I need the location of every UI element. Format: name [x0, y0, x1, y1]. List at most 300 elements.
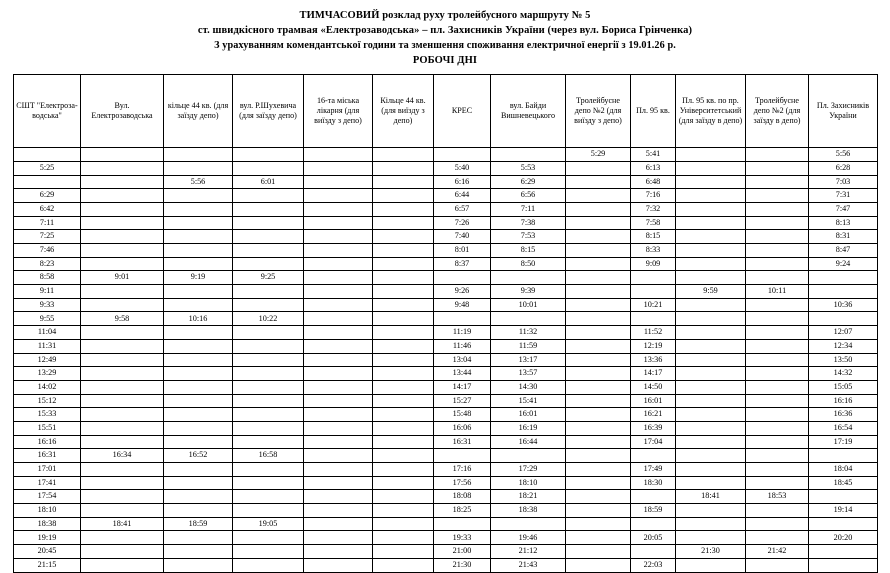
empty-cell	[81, 435, 164, 449]
time-cell: 9:48	[434, 298, 491, 312]
empty-cell	[304, 394, 373, 408]
empty-cell	[304, 476, 373, 490]
time-cell: 15:51	[14, 421, 81, 435]
empty-cell	[81, 161, 164, 175]
empty-cell	[566, 326, 631, 340]
empty-cell	[164, 490, 233, 504]
empty-cell	[304, 230, 373, 244]
empty-cell	[81, 216, 164, 230]
empty-cell	[566, 380, 631, 394]
time-cell: 16:31	[434, 435, 491, 449]
table-row	[14, 148, 878, 162]
empty-cell	[81, 531, 164, 545]
title-line-3: З урахуванням комендантської години та зменшення споживання електричної енергії з 19.01.26 р.	[214, 39, 676, 51]
empty-cell	[676, 353, 746, 367]
table-row	[14, 449, 878, 463]
empty-cell	[233, 298, 304, 312]
table-row	[14, 421, 878, 435]
time-cell: 15:48	[434, 408, 491, 422]
empty-cell	[676, 161, 746, 175]
column-header-10: Пл. 95 кв. по пр. Університетський (для заїзду в депо)	[676, 75, 746, 148]
table-row	[14, 298, 878, 312]
empty-cell	[304, 189, 373, 203]
empty-cell	[566, 531, 631, 545]
empty-cell	[233, 421, 304, 435]
empty-cell	[304, 435, 373, 449]
empty-cell	[233, 257, 304, 271]
empty-cell	[304, 558, 373, 572]
empty-cell	[566, 230, 631, 244]
empty-cell	[809, 285, 878, 299]
schedule-table	[13, 74, 878, 572]
time-cell: 13:44	[434, 367, 491, 381]
empty-cell	[809, 490, 878, 504]
empty-cell	[676, 421, 746, 435]
empty-cell	[81, 476, 164, 490]
empty-cell	[164, 244, 233, 258]
empty-cell	[233, 285, 304, 299]
time-cell: 8:01	[434, 244, 491, 258]
empty-cell	[164, 531, 233, 545]
empty-cell	[164, 326, 233, 340]
table-row	[14, 244, 878, 258]
empty-cell	[746, 216, 809, 230]
title-line-1: ТИМЧАСОВИЙ розклад руху тролейбусного маршруту № 5	[299, 10, 591, 21]
empty-cell	[373, 558, 434, 572]
empty-cell	[566, 339, 631, 353]
empty-cell	[676, 257, 746, 271]
empty-cell	[14, 175, 81, 189]
time-cell: 9:24	[809, 257, 878, 271]
time-cell: 9:33	[14, 298, 81, 312]
table-row	[14, 230, 878, 244]
empty-cell	[164, 435, 233, 449]
table-row	[14, 531, 878, 545]
column-header-11: Тролейбусне депо №2 (для заїзду в депо)	[746, 75, 809, 148]
time-cell: 16:34	[81, 449, 164, 463]
empty-cell	[746, 421, 809, 435]
time-cell: 16:19	[491, 421, 566, 435]
empty-cell	[81, 298, 164, 312]
empty-cell	[746, 175, 809, 189]
empty-cell	[676, 326, 746, 340]
empty-cell	[233, 161, 304, 175]
time-cell: 16:06	[434, 421, 491, 435]
empty-cell	[81, 490, 164, 504]
empty-cell	[746, 230, 809, 244]
time-cell: 12:49	[14, 353, 81, 367]
empty-cell	[746, 476, 809, 490]
empty-cell	[746, 202, 809, 216]
time-cell: 18:38	[491, 504, 566, 518]
empty-cell	[233, 408, 304, 422]
empty-cell	[304, 175, 373, 189]
empty-cell	[676, 216, 746, 230]
empty-cell	[631, 490, 676, 504]
empty-cell	[676, 339, 746, 353]
column-header-2: кільце 44 кв. (для заїзду депо)	[164, 75, 233, 148]
time-cell: 19:14	[809, 504, 878, 518]
empty-cell	[373, 449, 434, 463]
time-cell: 16:16	[809, 394, 878, 408]
empty-cell	[81, 353, 164, 367]
time-cell: 7:25	[14, 230, 81, 244]
time-cell: 11:46	[434, 339, 491, 353]
time-cell: 14:32	[809, 367, 878, 381]
time-cell: 13:50	[809, 353, 878, 367]
time-cell: 8:15	[491, 244, 566, 258]
empty-cell	[373, 394, 434, 408]
empty-cell	[81, 394, 164, 408]
empty-cell	[373, 257, 434, 271]
time-cell: 15:41	[491, 394, 566, 408]
table-row	[14, 545, 878, 559]
empty-cell	[566, 175, 631, 189]
empty-cell	[566, 216, 631, 230]
time-cell: 13:29	[14, 367, 81, 381]
empty-cell	[566, 298, 631, 312]
empty-cell	[164, 504, 233, 518]
empty-cell	[676, 435, 746, 449]
empty-cell	[746, 558, 809, 572]
empty-cell	[746, 326, 809, 340]
time-cell: 7:38	[491, 216, 566, 230]
empty-cell	[434, 517, 491, 531]
empty-cell	[164, 298, 233, 312]
time-cell: 18:04	[809, 463, 878, 477]
empty-cell	[304, 367, 373, 381]
empty-cell	[631, 449, 676, 463]
time-cell: 18:59	[631, 504, 676, 518]
empty-cell	[566, 312, 631, 326]
empty-cell	[676, 271, 746, 285]
table-row	[14, 216, 878, 230]
empty-cell	[373, 271, 434, 285]
empty-cell	[233, 244, 304, 258]
table-body	[14, 148, 878, 572]
time-cell: 16:54	[809, 421, 878, 435]
empty-cell	[164, 339, 233, 353]
time-cell: 16:31	[14, 449, 81, 463]
time-cell: 18:59	[164, 517, 233, 531]
empty-cell	[81, 202, 164, 216]
time-cell: 5:53	[491, 161, 566, 175]
table-row	[14, 504, 878, 518]
empty-cell	[566, 449, 631, 463]
time-cell: 5:29	[566, 148, 631, 162]
column-header-9: Пл. 95 кв.	[631, 75, 676, 148]
empty-cell	[233, 326, 304, 340]
time-cell: 9:11	[14, 285, 81, 299]
empty-cell	[676, 230, 746, 244]
time-cell: 9:26	[434, 285, 491, 299]
table-row	[14, 189, 878, 203]
empty-cell	[304, 490, 373, 504]
empty-cell	[566, 394, 631, 408]
time-cell: 6:48	[631, 175, 676, 189]
empty-cell	[566, 271, 631, 285]
time-cell: 12:19	[631, 339, 676, 353]
empty-cell	[676, 202, 746, 216]
time-cell: 18:45	[809, 476, 878, 490]
empty-cell	[746, 312, 809, 326]
time-cell: 7:26	[434, 216, 491, 230]
empty-cell	[676, 312, 746, 326]
empty-cell	[81, 339, 164, 353]
empty-cell	[304, 285, 373, 299]
empty-cell	[373, 298, 434, 312]
time-cell: 6:29	[491, 175, 566, 189]
time-cell: 17:16	[434, 463, 491, 477]
time-cell: 13:36	[631, 353, 676, 367]
time-cell: 7:11	[491, 202, 566, 216]
empty-cell	[373, 504, 434, 518]
empty-cell	[434, 312, 491, 326]
empty-cell	[233, 394, 304, 408]
time-cell: 10:16	[164, 312, 233, 326]
empty-cell	[746, 148, 809, 162]
empty-cell	[809, 449, 878, 463]
time-cell: 13:57	[491, 367, 566, 381]
empty-cell	[676, 476, 746, 490]
table-row	[14, 353, 878, 367]
empty-cell	[233, 339, 304, 353]
time-cell: 8:50	[491, 257, 566, 271]
empty-cell	[373, 435, 434, 449]
time-cell: 21:15	[14, 558, 81, 572]
table-header	[14, 75, 878, 148]
empty-cell	[746, 367, 809, 381]
empty-cell	[304, 148, 373, 162]
time-cell: 17:54	[14, 490, 81, 504]
time-cell: 18:30	[631, 476, 676, 490]
time-cell: 18:10	[491, 476, 566, 490]
time-cell: 6:13	[631, 161, 676, 175]
time-cell: 11:31	[14, 339, 81, 353]
time-cell: 7:11	[14, 216, 81, 230]
empty-cell	[676, 189, 746, 203]
time-cell: 11:32	[491, 326, 566, 340]
time-cell: 16:01	[491, 408, 566, 422]
time-cell: 7:58	[631, 216, 676, 230]
time-cell: 8:47	[809, 244, 878, 258]
empty-cell	[631, 517, 676, 531]
time-cell: 7:16	[631, 189, 676, 203]
time-cell: 17:29	[491, 463, 566, 477]
time-cell: 5:25	[14, 161, 81, 175]
table-row	[14, 558, 878, 572]
empty-cell	[491, 148, 566, 162]
empty-cell	[566, 558, 631, 572]
table-row	[14, 408, 878, 422]
time-cell: 9:19	[164, 271, 233, 285]
empty-cell	[81, 504, 164, 518]
table-row	[14, 312, 878, 326]
time-cell: 9:59	[676, 285, 746, 299]
table-row	[14, 326, 878, 340]
empty-cell	[81, 367, 164, 381]
empty-cell	[631, 545, 676, 559]
empty-cell	[233, 558, 304, 572]
time-cell: 9:25	[233, 271, 304, 285]
empty-cell	[676, 463, 746, 477]
time-cell: 9:09	[631, 257, 676, 271]
empty-cell	[566, 490, 631, 504]
empty-cell	[746, 449, 809, 463]
empty-cell	[164, 161, 233, 175]
empty-cell	[491, 312, 566, 326]
empty-cell	[676, 558, 746, 572]
time-cell: 6:44	[434, 189, 491, 203]
empty-cell	[304, 408, 373, 422]
empty-cell	[746, 408, 809, 422]
empty-cell	[746, 298, 809, 312]
empty-cell	[746, 380, 809, 394]
time-cell: 18:41	[676, 490, 746, 504]
time-cell: 22:03	[631, 558, 676, 572]
empty-cell	[164, 202, 233, 216]
empty-cell	[304, 421, 373, 435]
empty-cell	[373, 490, 434, 504]
empty-cell	[233, 230, 304, 244]
empty-cell	[81, 230, 164, 244]
empty-cell	[373, 230, 434, 244]
time-cell: 10:36	[809, 298, 878, 312]
empty-cell	[373, 380, 434, 394]
empty-cell	[81, 408, 164, 422]
empty-cell	[676, 394, 746, 408]
time-cell: 16:52	[164, 449, 233, 463]
empty-cell	[373, 189, 434, 203]
time-cell: 16:21	[631, 408, 676, 422]
table-row	[14, 367, 878, 381]
time-cell: 15:27	[434, 394, 491, 408]
time-cell: 9:39	[491, 285, 566, 299]
empty-cell	[81, 463, 164, 477]
empty-cell	[81, 421, 164, 435]
title-block	[0, 0, 890, 69]
empty-cell	[434, 271, 491, 285]
time-cell: 18:08	[434, 490, 491, 504]
column-header-7: вул. Байди Вишневецького	[491, 75, 566, 148]
empty-cell	[566, 244, 631, 258]
time-cell: 15:33	[14, 408, 81, 422]
time-cell: 10:11	[746, 285, 809, 299]
time-cell: 18:41	[81, 517, 164, 531]
empty-cell	[14, 148, 81, 162]
time-cell: 16:39	[631, 421, 676, 435]
empty-cell	[373, 476, 434, 490]
empty-cell	[746, 257, 809, 271]
time-cell: 21:00	[434, 545, 491, 559]
empty-cell	[566, 504, 631, 518]
time-cell: 7:03	[809, 175, 878, 189]
empty-cell	[81, 285, 164, 299]
table-row	[14, 271, 878, 285]
time-cell: 5:40	[434, 161, 491, 175]
time-cell: 16:36	[809, 408, 878, 422]
empty-cell	[566, 421, 631, 435]
title-line-2: ст. швидкісного трамвая «Електрозаводська» – пл. Захисників України (через вул. Бориса Грінченка)	[197, 24, 693, 36]
column-header-8: Тролейбусне депо №2 (для виїзду з депо)	[566, 75, 631, 148]
empty-cell	[373, 161, 434, 175]
time-cell: 16:44	[491, 435, 566, 449]
table-row	[14, 490, 878, 504]
empty-cell	[164, 463, 233, 477]
time-cell: 8:37	[434, 257, 491, 271]
time-cell: 5:56	[809, 148, 878, 162]
empty-cell	[81, 380, 164, 394]
empty-cell	[304, 353, 373, 367]
time-cell: 6:16	[434, 175, 491, 189]
empty-cell	[746, 463, 809, 477]
time-cell: 15:12	[14, 394, 81, 408]
empty-cell	[164, 257, 233, 271]
empty-cell	[304, 504, 373, 518]
time-cell: 15:05	[809, 380, 878, 394]
time-cell: 21:43	[491, 558, 566, 572]
table-row	[14, 257, 878, 271]
time-cell: 7:31	[809, 189, 878, 203]
empty-cell	[81, 545, 164, 559]
time-cell: 17:04	[631, 435, 676, 449]
time-cell: 11:04	[14, 326, 81, 340]
empty-cell	[304, 298, 373, 312]
time-cell: 8:15	[631, 230, 676, 244]
empty-cell	[233, 463, 304, 477]
time-cell: 21:42	[746, 545, 809, 559]
time-cell: 17:56	[434, 476, 491, 490]
time-cell: 8:23	[14, 257, 81, 271]
empty-cell	[373, 244, 434, 258]
empty-cell	[373, 408, 434, 422]
table-row	[14, 394, 878, 408]
empty-cell	[373, 367, 434, 381]
column-header-12: Пл. Захисників України	[809, 75, 878, 148]
time-cell: 6:57	[434, 202, 491, 216]
time-cell: 6:01	[233, 175, 304, 189]
time-cell: 13:04	[434, 353, 491, 367]
empty-cell	[304, 326, 373, 340]
empty-cell	[373, 148, 434, 162]
time-cell: 19:33	[434, 531, 491, 545]
empty-cell	[373, 216, 434, 230]
time-cell: 11:59	[491, 339, 566, 353]
empty-cell	[304, 339, 373, 353]
time-cell: 19:46	[491, 531, 566, 545]
empty-cell	[304, 244, 373, 258]
empty-cell	[373, 339, 434, 353]
empty-cell	[746, 271, 809, 285]
time-cell: 9:01	[81, 271, 164, 285]
empty-cell	[373, 175, 434, 189]
column-header-5: Кільце 44 кв. (для виїзду з депо)	[373, 75, 434, 148]
time-cell: 13:17	[491, 353, 566, 367]
empty-cell	[566, 367, 631, 381]
time-cell: 14:02	[14, 380, 81, 394]
time-cell: 8:13	[809, 216, 878, 230]
time-cell: 14:50	[631, 380, 676, 394]
time-cell: 8:33	[631, 244, 676, 258]
column-header-0: СШТ "Електроза- водська"	[14, 75, 81, 148]
empty-cell	[746, 517, 809, 531]
empty-cell	[233, 435, 304, 449]
time-cell: 16:01	[631, 394, 676, 408]
table-row	[14, 463, 878, 477]
empty-cell	[164, 421, 233, 435]
empty-cell	[373, 531, 434, 545]
time-cell: 17:01	[14, 463, 81, 477]
